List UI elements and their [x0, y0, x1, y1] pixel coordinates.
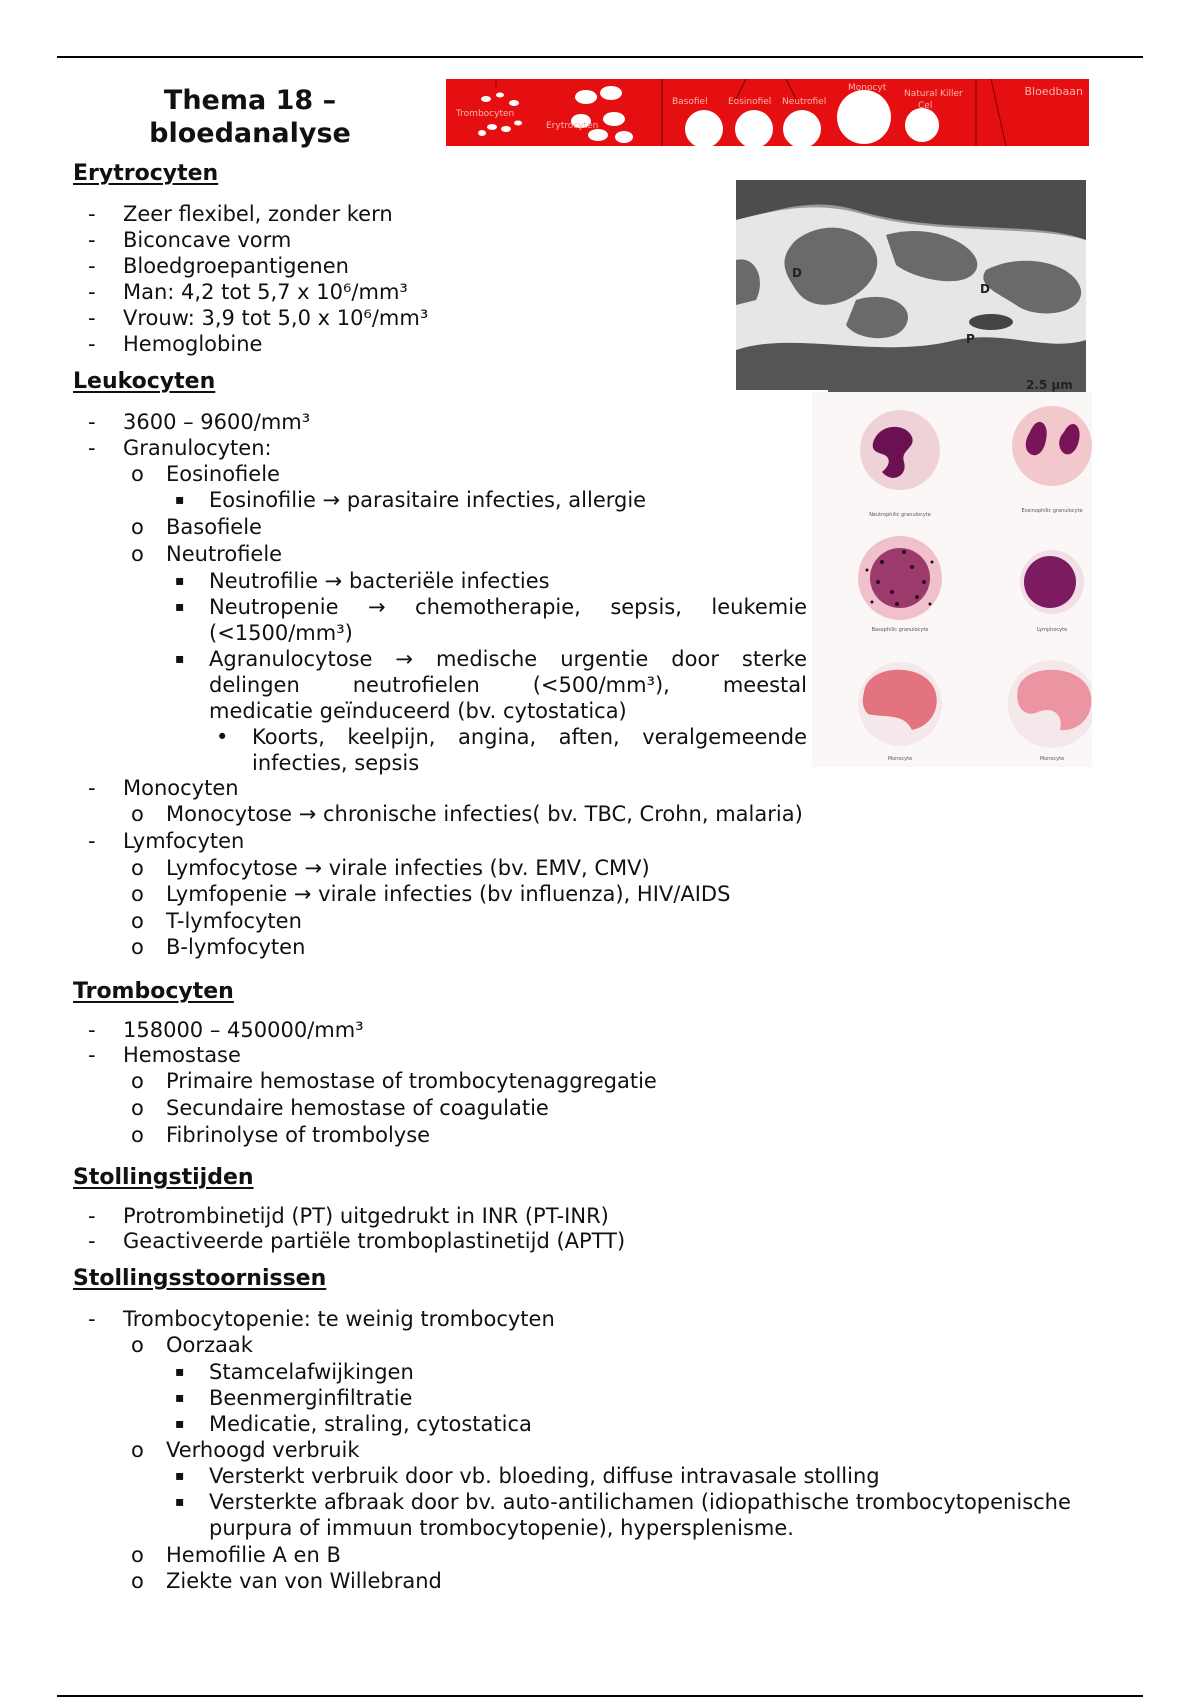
- heading-trombocyten: Trombocyten: [73, 979, 234, 1004]
- banner-label-bloedbaan: Bloedbaan: [1024, 85, 1083, 98]
- cell-caption-basophil: Basophilic granulocyte: [871, 627, 929, 633]
- list-item: Stamcelafwijkingen: [209, 1360, 414, 1384]
- page-title: [100, 84, 400, 150]
- dash-marker: -: [88, 280, 96, 304]
- micrograph-label-d2: D: [980, 282, 990, 296]
- cell-caption-lymphocyte: Lymphocyte: [1036, 627, 1068, 633]
- list-item-continued: infecties, sepsis: [252, 751, 420, 775]
- square-marker: ▪: [175, 1416, 185, 1432]
- dash-marker: -: [88, 1204, 96, 1228]
- list-item: Trombocytopenie: te weinig trombocyten: [123, 1307, 555, 1331]
- banner-label-eosinofiel: Eosinofiel: [728, 97, 772, 107]
- list-item: Lymfocyten: [123, 829, 245, 853]
- circle-marker: o: [131, 856, 144, 880]
- micrograph-illustration: [736, 180, 1086, 402]
- heading-leukocyten: Leukocyten: [73, 369, 216, 394]
- list-item: Eosinofiele: [166, 462, 280, 486]
- list-item: 158000 – 450000/mm³: [123, 1018, 364, 1042]
- square-marker: ▪: [175, 1364, 185, 1380]
- list-item: Neutrofilie → bacteriële infecties: [209, 569, 550, 593]
- banner-label-neutrofiel: Neutrofiel: [782, 97, 827, 107]
- circle-marker: o: [131, 1438, 144, 1462]
- banner-label-cel: Cel: [918, 101, 933, 111]
- list-item-continued: medicatie geïnduceerd (bv. cytostatica): [209, 699, 627, 723]
- list-item: Primaire hemostase of trombocytenaggregatie: [166, 1069, 657, 1093]
- circle-marker: o: [131, 909, 144, 933]
- square-marker: ▪: [175, 1494, 185, 1510]
- list-item: Monocytose → chronische infecties( bv. TBC, Crohn, malaria): [166, 802, 803, 826]
- micrograph-label-p: P: [966, 332, 975, 346]
- dash-marker: -: [88, 254, 96, 278]
- list-item: Versterkte afbraak door bv. auto-antilichamen (idiopathische trombocytopenische: [209, 1490, 1071, 1514]
- circle-marker: o: [131, 515, 144, 539]
- heading-stollingstijden: Stollingstijden: [73, 1165, 254, 1190]
- circle-marker: o: [131, 1569, 144, 1593]
- list-item: Medicatie, straling, cytostatica: [209, 1412, 532, 1436]
- circle-marker: o: [131, 802, 144, 826]
- list-item: B-lymfocyten: [166, 935, 306, 959]
- dash-marker: -: [88, 776, 96, 800]
- banner-label-natural-killer: Natural Killer: [904, 89, 963, 99]
- list-item: T-lymfocyten: [166, 909, 302, 933]
- list-item: Hemostase: [123, 1043, 241, 1067]
- list-item: Koorts, keelpijn, angina, aften, veralgemeende: [252, 725, 807, 749]
- list-item: Protrombinetijd (PT) uitgedrukt in INR (PT-INR): [123, 1204, 609, 1228]
- circle-marker: o: [131, 462, 144, 486]
- cell-caption-eosinophil: Eosinophilic granulocyte: [1021, 508, 1083, 514]
- list-item: Bloedgroepantigenen: [123, 254, 349, 278]
- circle-marker: o: [131, 542, 144, 566]
- cell-caption-neutrophil: Neutrophilic granulocyte: [869, 512, 931, 518]
- list-item: Oorzaak: [166, 1333, 253, 1357]
- dash-marker: -: [88, 436, 96, 460]
- circle-marker: o: [131, 1333, 144, 1357]
- list-item: Monocyten: [123, 776, 239, 800]
- list-item: Hemofilie A en B: [166, 1543, 341, 1567]
- bottom-rule: [57, 1695, 1143, 1697]
- list-item: 3600 – 9600/mm³: [123, 410, 311, 434]
- list-item: Geactiveerde partiële tromboplastinetijd (APTT): [123, 1229, 626, 1253]
- list-item: Man: 4,2 tot 5,7 x 10⁶/mm³: [123, 280, 408, 304]
- dash-marker: -: [88, 829, 96, 853]
- leukocyte-cells-image: [812, 392, 1092, 767]
- list-item: Versterkt verbruik door vb. bloeding, diffuse intravasale stolling: [209, 1464, 880, 1488]
- square-marker: ▪: [175, 599, 185, 615]
- circle-marker: o: [131, 882, 144, 906]
- list-item: Vrouw: 3,9 tot 5,0 x 10⁶/mm³: [123, 306, 429, 330]
- list-item-continued: (<1500/mm³): [209, 621, 353, 645]
- dash-marker: -: [88, 332, 96, 356]
- list-item: Zeer flexibel, zonder kern: [123, 202, 393, 226]
- list-item: Lymfocytose → virale infecties (bv. EMV, CMV): [166, 856, 650, 880]
- square-marker: ▪: [175, 1390, 185, 1406]
- banner-label-monocyt: Monocyt: [848, 83, 887, 93]
- circle-marker: o: [131, 1123, 144, 1147]
- square-marker: ▪: [175, 492, 185, 508]
- dash-marker: -: [88, 306, 96, 330]
- banner-illustration: [446, 79, 1089, 146]
- dash-marker: -: [88, 1018, 96, 1042]
- list-item: Biconcave vorm: [123, 228, 292, 252]
- cell-caption-monocyte-1: Monocyte: [887, 756, 913, 762]
- micrograph-scale-bar: 2.5 μm: [1026, 378, 1073, 392]
- dash-marker: -: [88, 1307, 96, 1331]
- micrograph-label-d1: D: [792, 266, 802, 280]
- heading-erytrocyten: Erytrocyten: [73, 161, 219, 186]
- list-item: Ziekte van von Willebrand: [166, 1569, 442, 1593]
- list-item: Basofiele: [166, 515, 262, 539]
- list-item: Beenmerginfiltratie: [209, 1386, 413, 1410]
- list-item: Granulocyten:: [123, 436, 272, 460]
- square-marker: ▪: [175, 651, 185, 667]
- list-item: Verhoogd verbruik: [166, 1438, 360, 1462]
- list-item: Secundaire hemostase of coagulatie: [166, 1096, 549, 1120]
- dash-marker: -: [88, 1229, 96, 1253]
- circle-marker: o: [131, 1069, 144, 1093]
- blood-cell-banner-image: [446, 79, 1089, 146]
- list-item: Eosinofilie → parasitaire infecties, allergie: [209, 488, 647, 512]
- dash-marker: -: [88, 228, 96, 252]
- circle-marker: o: [131, 1543, 144, 1567]
- circle-marker: o: [131, 935, 144, 959]
- list-item-continued: purpura of immuun trombocytopenie), hypersplenisme.: [209, 1516, 794, 1540]
- list-item: Fibrinolyse of trombolyse: [166, 1123, 431, 1147]
- square-marker: ▪: [175, 573, 185, 589]
- list-item: Neutropenie → chemotherapie, sepsis, leukemie: [209, 595, 807, 619]
- dash-marker: -: [88, 1043, 96, 1067]
- erythrocyte-micrograph-image: [736, 180, 1086, 402]
- list-item: Hemoglobine: [123, 332, 263, 356]
- dash-marker: -: [88, 202, 96, 226]
- title-line-1: Thema 18 –: [163, 85, 337, 116]
- bullet-marker: •: [216, 725, 229, 749]
- list-item: Lymfopenie → virale infecties (bv influenza), HIV/AIDS: [166, 882, 731, 906]
- banner-label-erytrocyten: Erytrocyten: [546, 121, 599, 131]
- leukocyte-cells-illustration: [812, 392, 1092, 767]
- square-marker: ▪: [175, 1468, 185, 1484]
- list-item-continued: delingen neutrofielen (<500/mm³), meestal: [209, 673, 807, 697]
- title-line-2: bloedanalyse: [149, 118, 351, 149]
- list-item: Neutrofiele: [166, 542, 283, 566]
- dash-marker: -: [88, 410, 96, 434]
- list-item: Agranulocytose → medische urgentie door sterke: [209, 647, 807, 671]
- top-rule: [57, 56, 1143, 58]
- banner-label-basofiel: Basofiel: [672, 97, 708, 107]
- circle-marker: o: [131, 1096, 144, 1120]
- banner-label-trombocyten: Trombocyten: [456, 109, 515, 119]
- heading-stollingsstoornissen: Stollingsstoornissen: [73, 1266, 327, 1291]
- cell-caption-monocyte-2: Monocyte: [1039, 756, 1065, 762]
